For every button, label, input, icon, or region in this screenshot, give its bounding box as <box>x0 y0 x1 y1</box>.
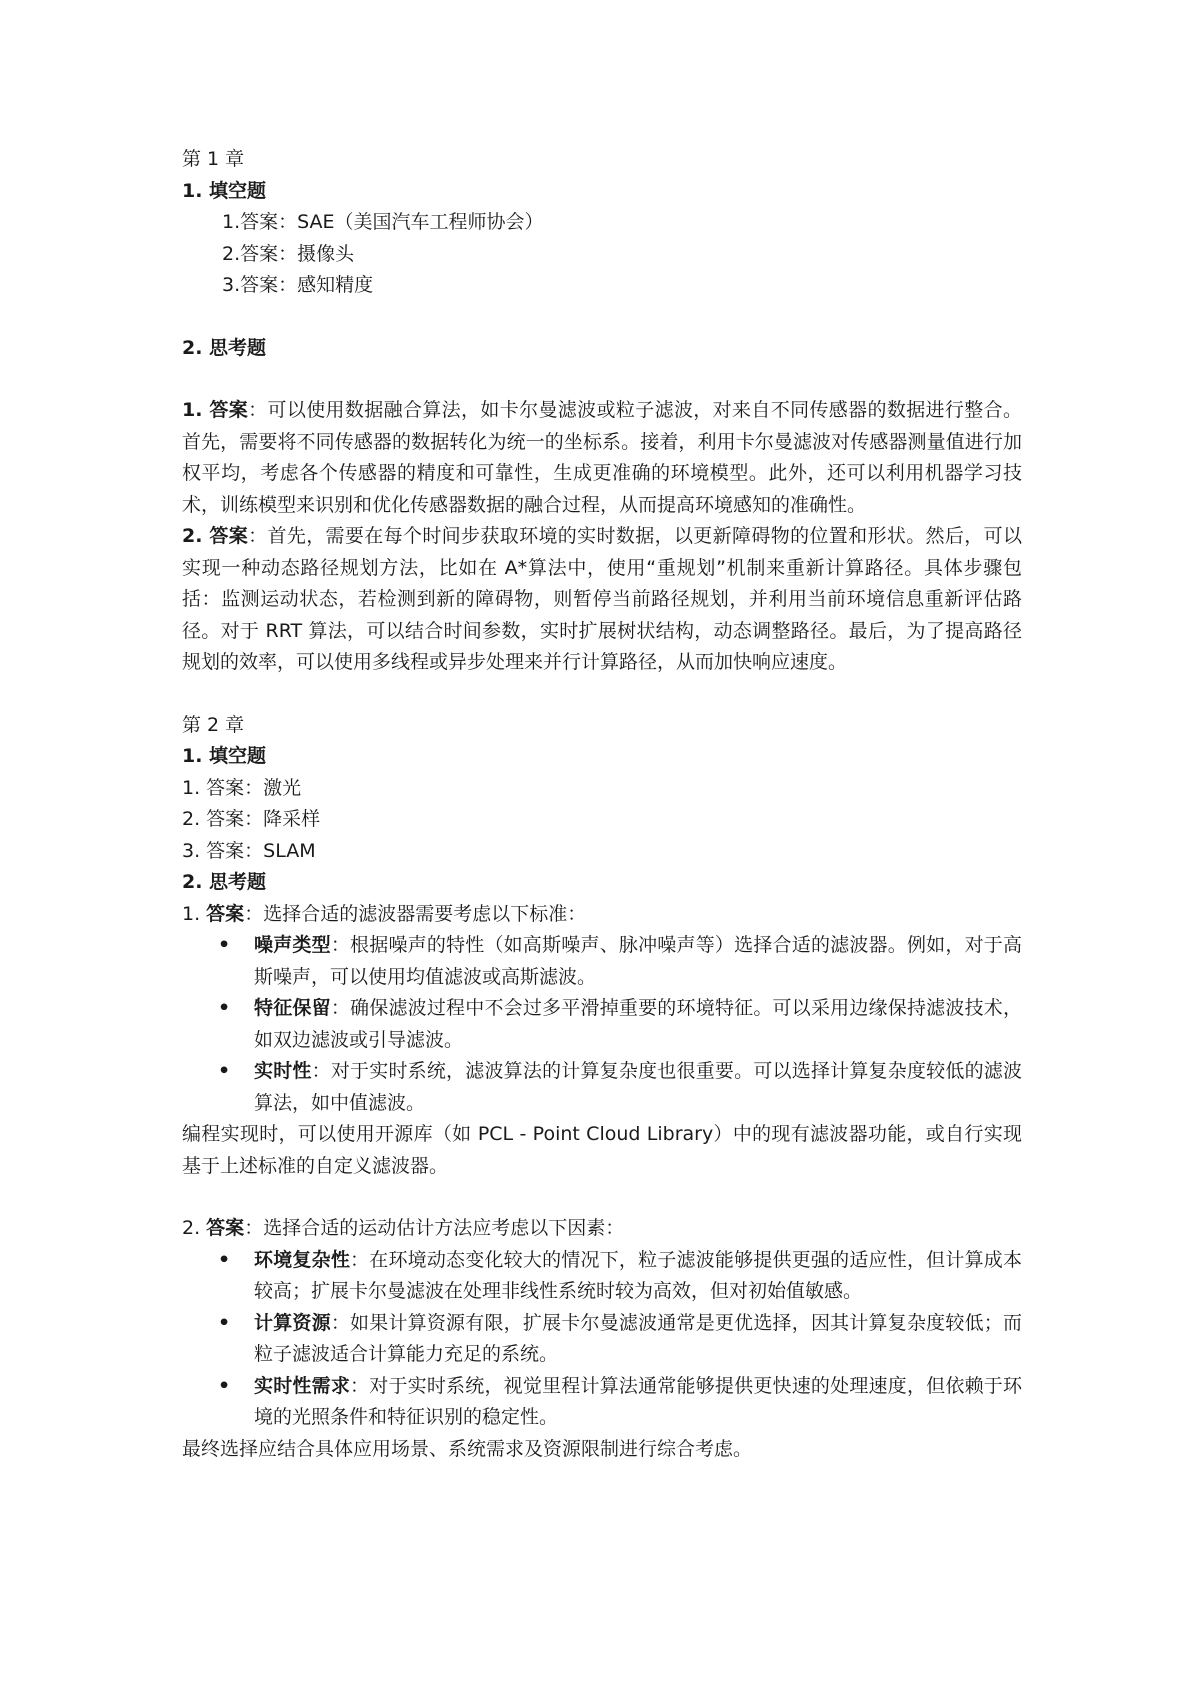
ch2-fill-heading: 1. 填空题 <box>182 745 267 767</box>
ch2-think-answer-2-intro <box>182 1213 1022 1245</box>
spacer <box>182 302 1022 333</box>
ch2-fill-answer-3: 3. 答案：SLAM <box>182 839 316 862</box>
ch1-fill-answer-2: 2.答案：摄像头 <box>222 242 355 265</box>
list-item-term: 实时性 <box>254 1060 312 1082</box>
spacer <box>182 679 1022 710</box>
list-item <box>182 1308 1022 1371</box>
ch1-fill-answer-3: 3.答案：感知精度 <box>222 274 374 296</box>
list-item-text: ：对于实时系统，视觉里程计算法通常能够提供更快速的处理速度，但依赖于环境的光照条件和特征识别的稳定性。 <box>254 1374 1022 1428</box>
ch2-think-heading: 2. 思考题 <box>182 871 267 893</box>
list-item-text: ：确保滤波过程中不会过多平滑掉重要的环境特征。可以采用边缘保持滤波技术，如双边滤波或引导滤波。 <box>254 997 1022 1051</box>
list-item-text: ：根据噪声的特性（如高斯噪声、脉冲噪声等）选择合适的滤波器。例如，对于高斯噪声，可以使用均值滤波或高斯滤波。 <box>254 934 1022 988</box>
chapter-2-title: 第 2 章 <box>182 713 245 736</box>
list-item <box>182 993 1022 1056</box>
ch2-answer-1-outro: 编程实现时，可以使用开源库（如 PCL - Point Cloud Library）中的现有滤波器功能，或自行实现基于上述标准的自定义滤波器。 <box>182 1123 1022 1177</box>
list-item <box>182 1056 1022 1119</box>
document-page <box>182 144 1022 1465</box>
chapter-1-title: 第 1 章 <box>182 148 245 170</box>
bullet-icon: • <box>218 1311 231 1334</box>
ch1-fill-heading: 1. 填空题 <box>182 179 267 202</box>
ch2-answer-1-criteria-list <box>182 930 1022 1119</box>
list-item-text: ：如果计算资源有限，扩展卡尔曼滤波通常是更优选择，因其计算复杂度较低；而粒子滤波适合计算能力充足的系统。 <box>254 1311 1022 1365</box>
list-item <box>182 1371 1022 1434</box>
list-item-term: 特征保留 <box>254 997 331 1019</box>
ch1-think-answer-2 <box>182 521 1022 679</box>
bullet-icon: • <box>218 1060 231 1082</box>
ch1-think-answer-1 <box>182 395 1022 521</box>
answer-text: ：选择合适的滤波器需要考虑以下标准： <box>244 902 587 925</box>
answer-number: 1. <box>182 902 207 925</box>
ch1-think-heading: 2. 思考题 <box>182 336 267 359</box>
ch2-think-answer-1-intro <box>182 899 1022 931</box>
list-item <box>182 1245 1022 1308</box>
ch1-fill-answer-1: 1.答案：SAE（美国汽车工程师协会） <box>222 211 544 233</box>
list-item-text: ：对于实时系统，滤波算法的计算复杂度也很重要。可以选择计算复杂度较低的滤波算法，如中值滤波。 <box>254 1060 1022 1114</box>
ch2-fill-answer-2: 2. 答案：降采样 <box>182 808 321 830</box>
bullet-icon: • <box>218 1248 231 1271</box>
ch2-fill-answer-1: 1. 答案：激光 <box>182 776 302 799</box>
answer-text: ：可以使用数据融合算法，如卡尔曼滤波或粒子滤波，对来自不同传感器的数据进行整合。首先，需要将不同传感器的数据转化为统一的坐标系。接着，利用卡尔曼滤波对传感器测量值进行加权平均，考虑各个传感器的精度和可靠性，生成更准确的环境模型。此外，还可以利用机器学习技术，训练模型来识别和优化传感器数据的融合过程，从而提高环境感知的准确性。 <box>182 399 1022 516</box>
answer-label: 答案 <box>206 1217 245 1239</box>
list-item-term: 环境复杂性 <box>254 1248 351 1271</box>
answer-text: ：首先，需要在每个时间步获取环境的实时数据，以更新障碍物的位置和形状。然后，可以实现一种动态路径规划方法，比如在 A*算法中，使用“重规划”机制来重新计算路径。具体步骤包括：监测运动状态，若检测到新的障碍物，则暂停当前路径规划，并利用当前环境信息重新评估路径。对于 RRT 算法，可以结合时间参数，实时扩展树状结构，动态调整路径。最后，为了提高路径规划的效率，可以使用多线程或异步处理来并行计算路径，从而加快响应速度。 <box>182 525 1022 673</box>
bullet-icon: • <box>218 1374 231 1397</box>
list-item-term: 实时性需求 <box>254 1374 351 1397</box>
ch2-answer-2-factors-list <box>182 1245 1022 1434</box>
answer-label: 答案 <box>206 902 245 925</box>
list-item-text: ：在环境动态变化较大的情况下，粒子滤波能够提供更强的适应性，但计算成本较高；扩展卡尔曼滤波在处理非线性系统时较为高效，但对初始值敏感。 <box>254 1248 1022 1302</box>
answer-label: 2. 答案 <box>182 525 249 547</box>
list-item-term: 计算资源 <box>254 1311 331 1334</box>
answer-number: 2. <box>182 1217 207 1239</box>
bullet-icon: • <box>218 934 231 956</box>
list-item <box>182 930 1022 993</box>
answer-label: 1. 答案 <box>182 399 249 421</box>
list-item-term: 噪声类型 <box>254 934 331 956</box>
ch2-answer-2-outro: 最终选择应结合具体应用场景、系统需求及资源限制进行综合考虑。 <box>182 1437 753 1460</box>
bullet-icon: • <box>218 997 231 1019</box>
spacer <box>182 364 1022 395</box>
spacer <box>182 1182 1022 1213</box>
answer-text: ：选择合适的运动估计方法应考虑以下因素： <box>244 1217 625 1239</box>
